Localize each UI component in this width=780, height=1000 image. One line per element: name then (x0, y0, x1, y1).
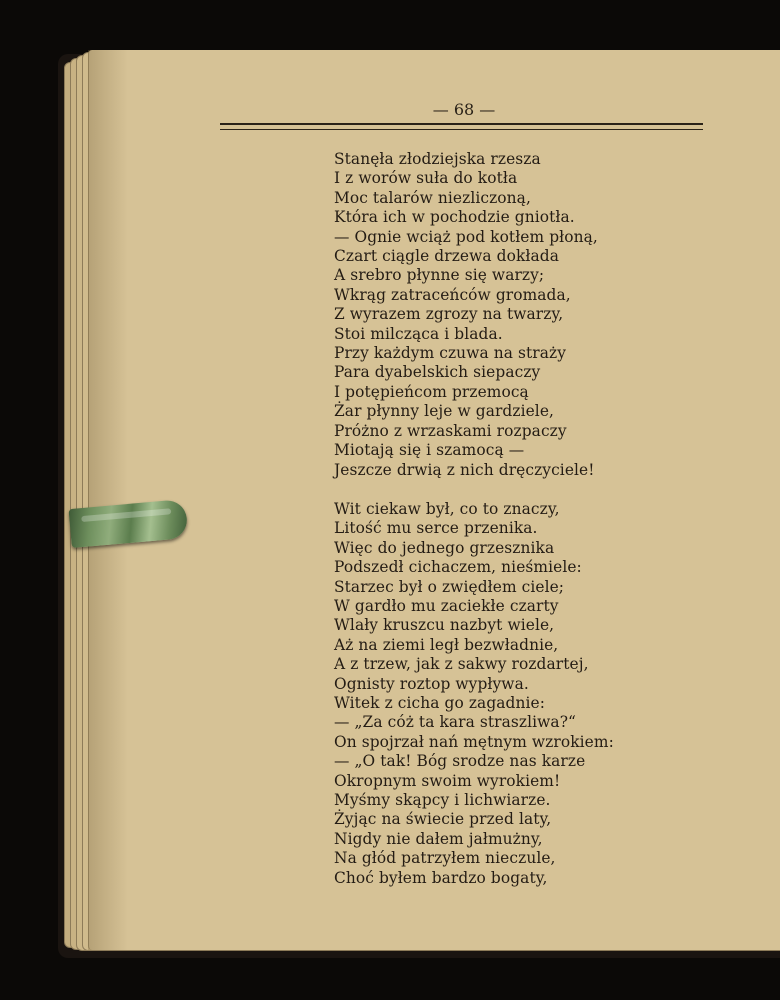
poem-line: On spojrzał nań mętnym wzrokiem: (334, 732, 614, 751)
poem-line: Próżno z wrzaskami rozpaczy (334, 421, 567, 440)
poem-line: Która ich w pochodzie gniotła. (334, 208, 575, 227)
poem-line: — Ognie wciąż pod kotłem płoną, (334, 227, 598, 246)
poem-line: Miotają się i szamocą — (334, 441, 525, 460)
poem-line: Wit ciekaw był, co to znaczy, (334, 499, 560, 518)
poem-line: Starzec był o zwiędłem ciele; (334, 577, 565, 596)
header-rule-thick (220, 123, 703, 125)
poem-line: Na głód patrzyłem nieczule, (334, 849, 556, 868)
poem-line: Stanęła złodziejska rzesza (334, 150, 541, 168)
poem-line: — „O tak! Bóg srodze nas karze (334, 752, 586, 771)
poem-line: Z wyrazem zgrozy na twarzy, (334, 305, 564, 324)
poem-line: Czart ciągle drzewa dokłada (334, 247, 559, 266)
poem-line: Więc do jednego grzesznika (334, 538, 555, 557)
page-number: — 68 — (432, 100, 496, 119)
poem-text (334, 150, 664, 888)
poem-line: Para dyabelskich siepaczy (334, 363, 541, 382)
poem-line: Aż na ziemi legł bezwładnie, (334, 635, 559, 654)
bookmark-sheen (81, 508, 171, 522)
poem-line: I potępieńcom przemocą (334, 382, 529, 401)
poem-line: Jeszcze drwią z nich dręczyciele! (334, 460, 595, 479)
poem-line: Podszedł cichaczem, nieśmiele: (334, 558, 582, 577)
poem-line: Choć byłem bardzo bogaty, (334, 868, 548, 887)
poem-line: Wkrąg zatraceńców gromada, (334, 285, 571, 304)
poem-line: Litość mu serce przenika. (334, 519, 538, 538)
poem-stanza-2 (334, 500, 664, 888)
poem-line: Nigdy nie dałem jałmużny, (334, 829, 543, 848)
page-gutter-shade (88, 50, 128, 950)
poem-line: Myśmy skąpcy i lichwiarze. (334, 791, 551, 809)
poem-line: — „Za cóż ta kara straszliwa?“ (334, 713, 577, 732)
poem-line: I z worów suła do kotła (334, 169, 518, 188)
poem-line: W gardło mu zaciekłe czarty (334, 596, 559, 615)
poem-line: A srebro płynne się warzy; (334, 266, 545, 285)
poem-line: Przy każdym czuwa na straży (334, 344, 567, 363)
poem-line: Żar płynny leje w gardziele, (334, 402, 555, 421)
poem-line: A z trzew, jak z sakwy rozdartej, (334, 655, 589, 674)
poem-stanza-1 (334, 150, 664, 480)
header-rule-thin (220, 129, 703, 130)
poem-line: Ognisty roztop wypływa. (334, 674, 529, 693)
poem-line: Witek z cicha go zagadnie: (334, 693, 546, 712)
poem-line: Okropnym swoim wyrokiem! (334, 771, 561, 790)
poem-line: Moc talarów niezliczoną, (334, 188, 531, 207)
poem-line: Stoi milcząca i blada. (334, 324, 503, 343)
poem-line: Wlały kruszcu nazbyt wiele, (334, 616, 555, 635)
poem-line: Żyjąc na świecie przed laty, (334, 810, 552, 829)
